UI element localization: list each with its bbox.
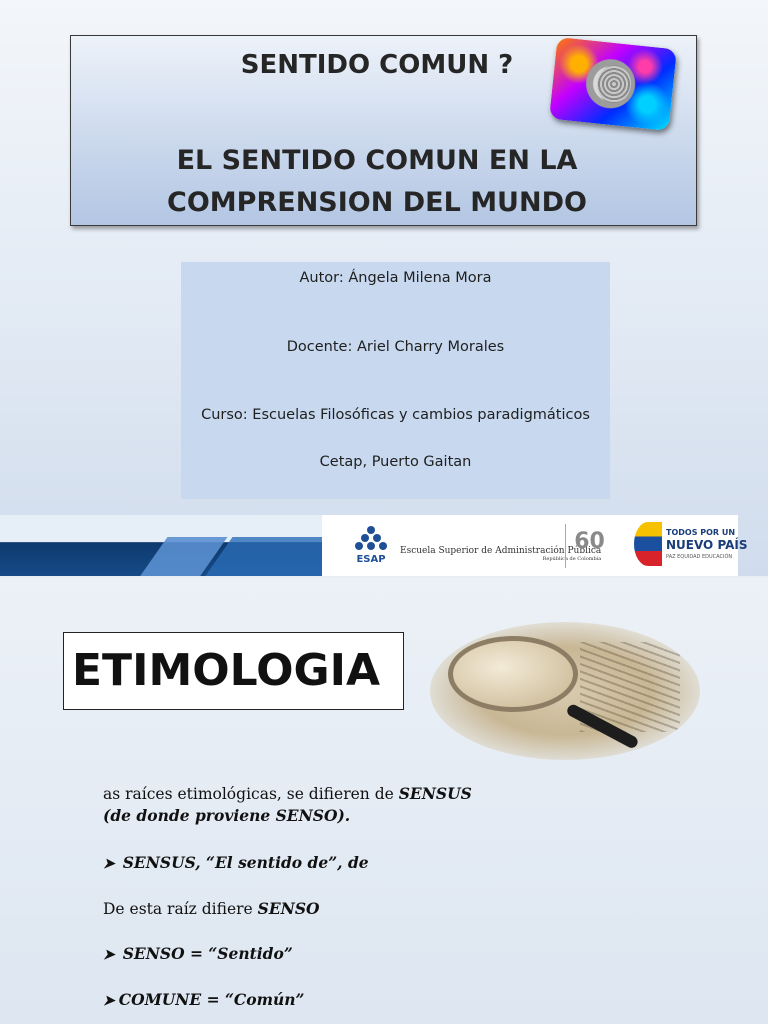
paragraph-1-emphasis: SENSUS bbox=[398, 784, 472, 803]
title-line-2a: EL SENTIDO COMUN EN LA bbox=[176, 145, 578, 176]
esap-logo-icon bbox=[347, 524, 395, 566]
bullet-3-text: COMUNE = “Común” bbox=[118, 990, 305, 1009]
svg-text:ESAP: ESAP bbox=[356, 554, 386, 565]
place-line: Cetap, Puerto Gaitan bbox=[319, 454, 472, 470]
bullet-2-text: SENSO = “Sentido” bbox=[122, 944, 293, 963]
esap-name-text: Escuela Superior de Administración Pública bbox=[400, 546, 602, 556]
course-line: Curso: Escuelas Filosóficas y cambios paradigmáticos bbox=[201, 407, 590, 423]
bullet-1-text: SENSUS, “El sentido de”, de bbox=[122, 853, 369, 872]
bullet-1 bbox=[103, 853, 369, 872]
paragraph-1-text: as raíces etimológicas, se difieren de bbox=[103, 785, 399, 803]
info-box bbox=[181, 262, 610, 499]
np-line-1: TODOS POR UN bbox=[666, 528, 736, 537]
np-line-2: NUEVO PAÍS bbox=[666, 538, 748, 552]
teacher-line: Docente: Ariel Charry Morales bbox=[286, 339, 505, 355]
title-line-2 bbox=[71, 140, 683, 224]
bullet-3 bbox=[103, 990, 304, 1009]
bullet-2 bbox=[103, 944, 293, 963]
magnifier-newspaper-image bbox=[430, 622, 700, 760]
etimologia-heading: ETIMOLOGIA bbox=[72, 645, 381, 696]
paragraph-2: (de donde proviene SENSO). bbox=[103, 806, 351, 825]
paragraph-1 bbox=[103, 784, 472, 803]
paragraph-3-text: De esta raíz difiere bbox=[103, 900, 258, 918]
esap-sub: República de Colombia bbox=[542, 556, 602, 562]
nuevo-pais-logo-icon bbox=[634, 520, 748, 570]
author-line: Autor: Ángela Milena Mora bbox=[299, 270, 492, 286]
arrowhead-bullet-icon: ➤ bbox=[103, 993, 115, 1009]
sixty-years-logo: 60 bbox=[565, 524, 613, 568]
magnifier-lens bbox=[448, 636, 578, 712]
title-line-1: SENTIDO COMUN ? bbox=[240, 50, 514, 80]
arrowhead-bullet-icon: ➤ bbox=[103, 856, 115, 872]
paragraph-3 bbox=[103, 899, 320, 918]
title-line-2b: COMPRENSION DEL MUNDO bbox=[167, 187, 587, 218]
paragraph-3-emphasis: SENSO bbox=[257, 899, 320, 918]
banner-stripe bbox=[0, 515, 322, 576]
brain-image bbox=[549, 37, 677, 131]
etimologia-box bbox=[63, 632, 404, 710]
np-flag-mark bbox=[634, 522, 662, 566]
np-line-3: PAZ EQUIDAD EDUCACIÓN bbox=[666, 554, 733, 560]
arrowhead-bullet-icon: ➤ bbox=[103, 947, 115, 963]
